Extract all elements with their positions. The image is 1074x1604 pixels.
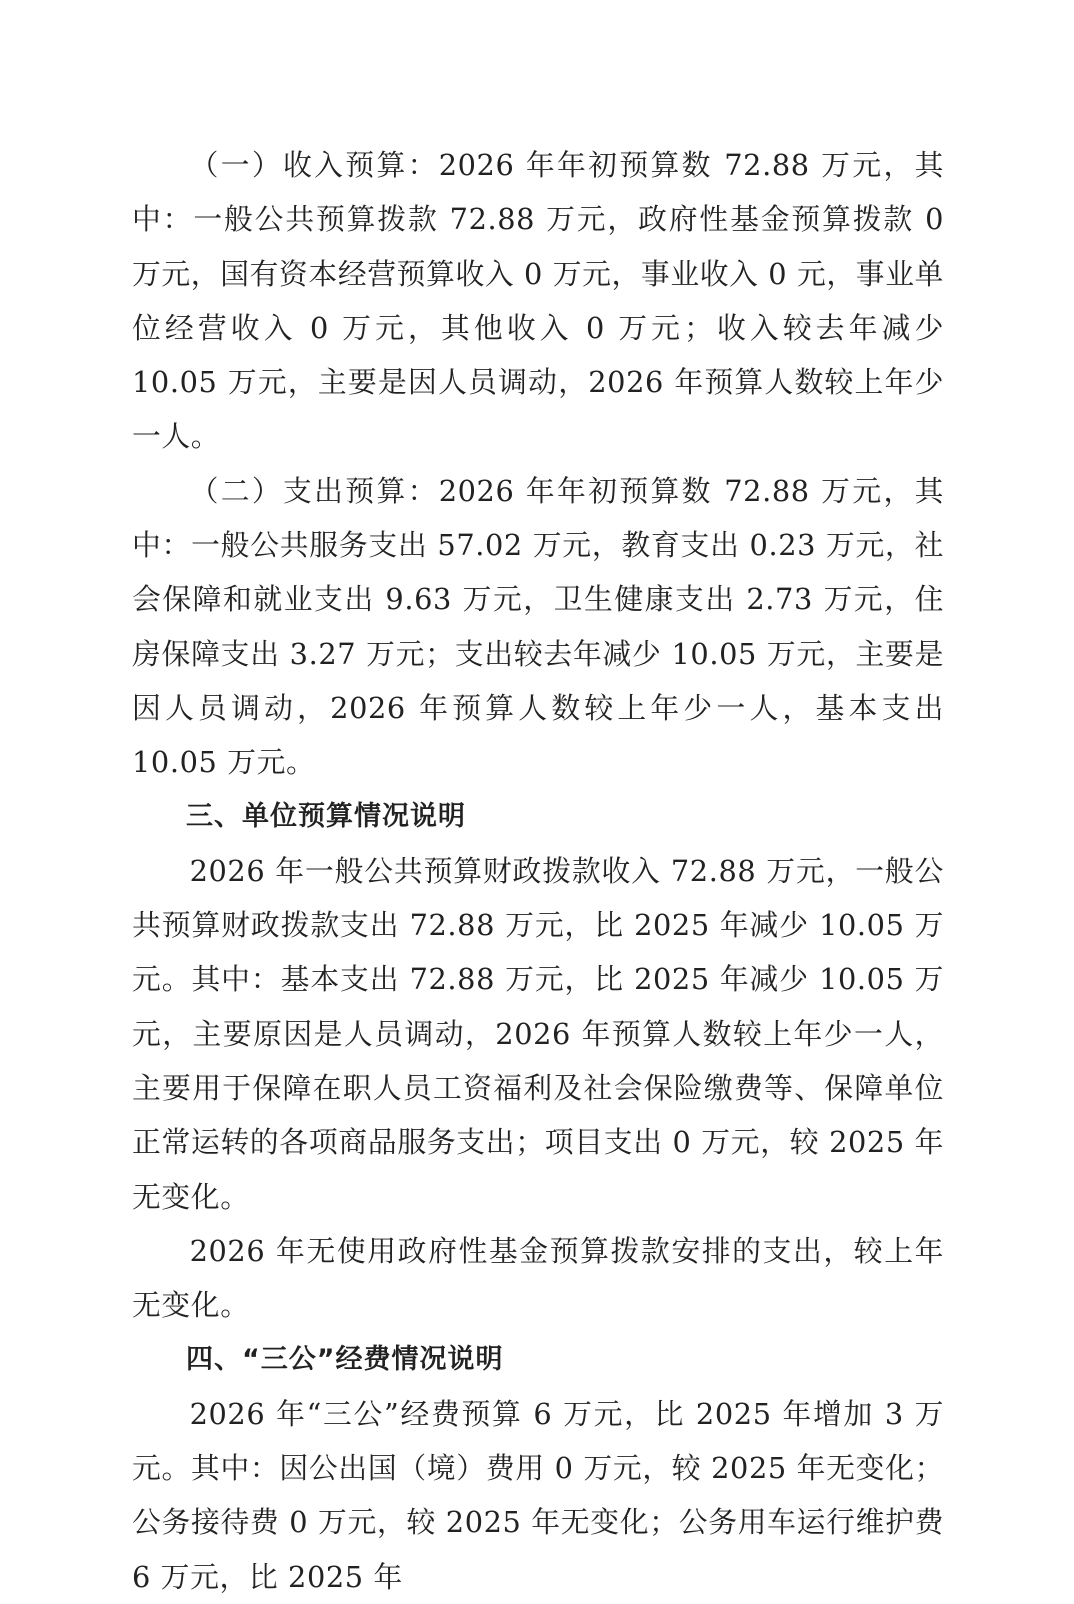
paragraph-general-public-budget: 2026 年一般公共预算财政拨款收入 72.88 万元，一般公共预算财政拨款支出 72.88 万元，比 2025 年减少 10.05 万元。其中：基本支出 72.88 万元，比 2025 年减少 10.05 万元，主要原因是人员调动，2026 年预算人数较上年少一人，主要用于保障在职人员工资福利及社会保险缴费等、保障单位正常运转的各项商品服务支出；项目支出 0 万元，较 2025 年无变化。 xyxy=(132,853,944,1214)
paragraph-expenditure-budget: （二）支出预算：2026 年年初预算数 72.88 万元，其中：一般公共服务支出 57.02 万元，教育支出 0.23 万元，社会保障和就业支出 9.63 万元，卫生健康支出 2.73 万元，住房保障支出 3.27 万元；支出较去年减少 10.05 万元，主要是因人员调动，2026 年预算人数较上年少一人，基本支出 10.05 万元。 xyxy=(132,473,944,780)
paragraph-government-fund: 2026 年无使用政府性基金预算拨款安排的支出，较上年无变化。 xyxy=(132,1233,944,1323)
paragraph-income-budget: （一）收入预算：2026 年年初预算数 72.88 万元，其中：一般公共预算拨款 72.88 万元，政府性基金预算拨款 0 万元，国有资本经营预算收入 0 万元，事业收入 0 元，事业单位经营收入 0 万元，其他收入 0 万元；收入较去年减少 10.05 万元，主要是因人员调动，2026 年预算人数较上年少一人。 xyxy=(132,148,944,454)
paragraph-three-public-expenses: 2026 年“三公”经费预算 6 万元，比 2025 年增加 3 万元。其中：因公出国（境）费用 0 万元，较 2025 年无变化；公务接待费 0 万元，较 2025 年无变化；公务用车运行维护费 6 万元，比 2025 年 xyxy=(132,1396,944,1594)
section-heading-unit-budget: 三、单位预算情况说明 xyxy=(186,800,466,832)
section-heading-three-public-expenses: 四、“三公”经费情况说明 xyxy=(186,1343,504,1375)
document-body xyxy=(132,138,944,1604)
